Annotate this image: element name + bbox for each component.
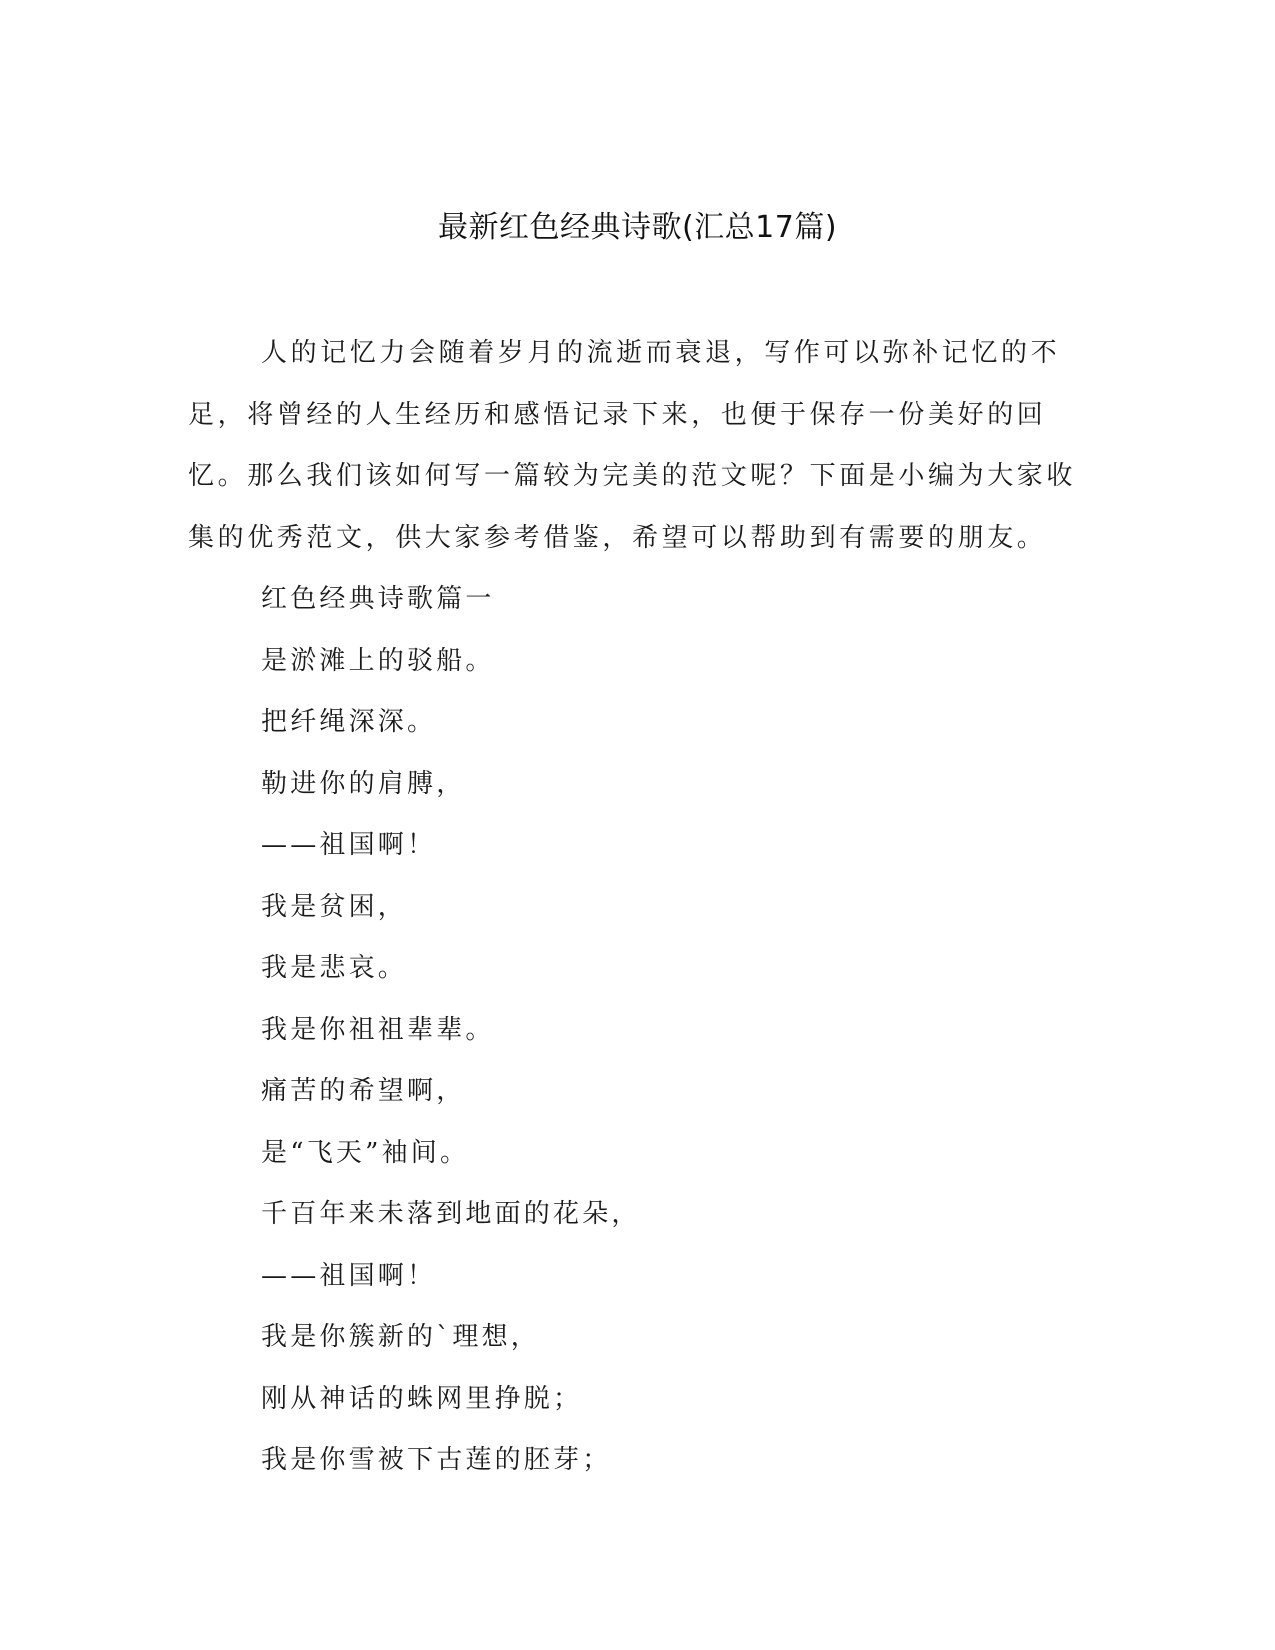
poem xyxy=(188,569,1088,1492)
poem-line: 把纤绳深深。 xyxy=(261,707,437,737)
poem-line: 我是贫困， xyxy=(261,891,408,922)
poem-line: 痛苦的希望啊， xyxy=(261,1076,466,1106)
poem-line: 是淤滩上的驳船。 xyxy=(261,645,495,676)
document-body xyxy=(188,323,1088,1492)
poem-line: ——祖国啊！ xyxy=(261,1260,437,1291)
poem-line: 我是你祖祖辈辈。 xyxy=(261,1014,495,1045)
poem-line: ——祖国啊！ xyxy=(261,830,437,860)
poem-line: 勒进你的肩膊， xyxy=(261,768,466,799)
poem-line: 我是你簇新的`理想， xyxy=(261,1322,541,1352)
poem-section-heading: 红色经典诗歌篇一 xyxy=(261,584,495,614)
intro-paragraph: 人的记忆力会随着岁月的流逝而衰退，写作可以弥补记忆的不足，将曾经的人生经历和感悟记录下来，也便于保存一份美好的回忆。那么我们该如何写一篇较为完美的范文呢？下面是小编为大家收集的优秀范文，供大家参考借鉴，希望可以帮助到有需要的朋友。 xyxy=(188,338,1077,553)
document-title: 最新红色经典诗歌(汇总17篇) xyxy=(437,210,838,245)
poem-line: 是“飞天”袖间。 xyxy=(261,1137,470,1168)
poem-line: 刚从神话的蛛网里挣脱； xyxy=(261,1383,583,1414)
poem-line: 我是你雪被下古莲的胚芽； xyxy=(261,1445,612,1475)
poem-line: 千百年来未落到地面的花朵， xyxy=(261,1199,641,1229)
poem-line: 我是悲哀。 xyxy=(261,953,408,983)
